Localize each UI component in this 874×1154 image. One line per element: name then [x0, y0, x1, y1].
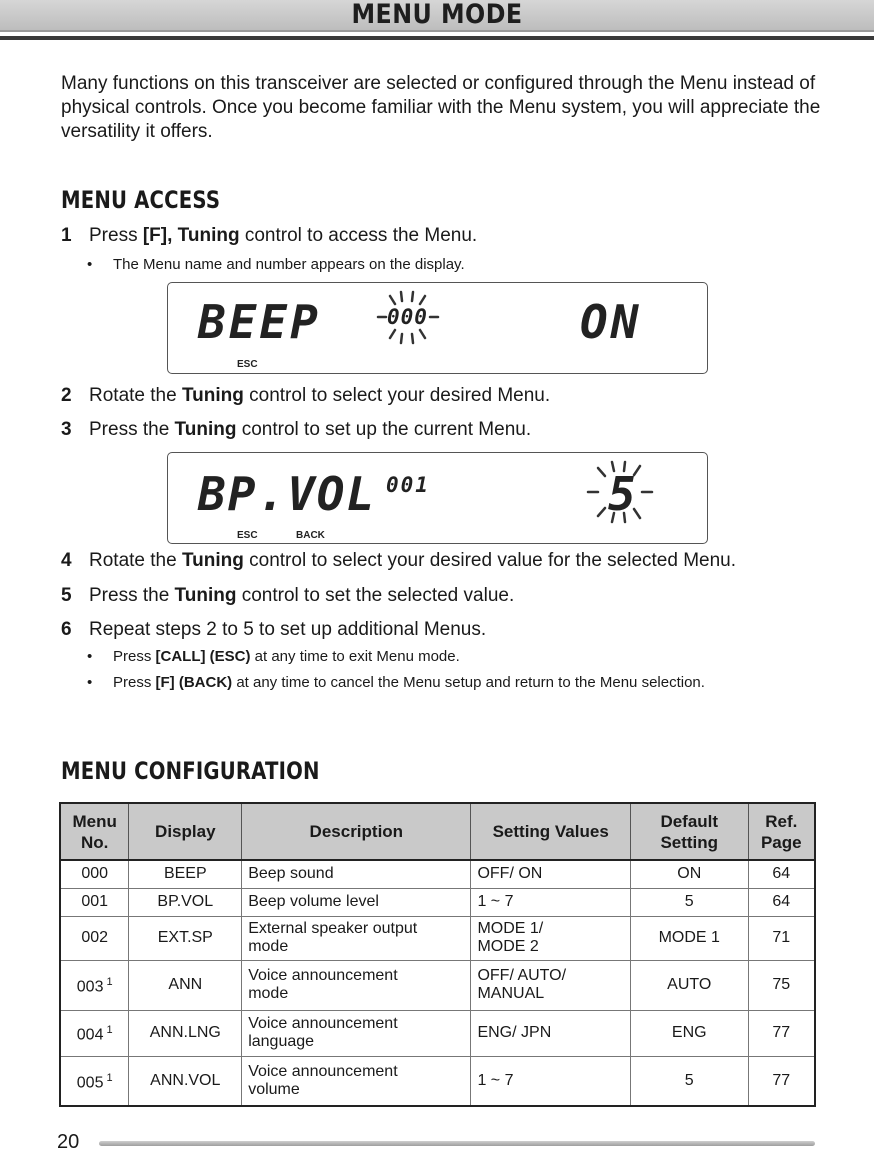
cell-ref-page: 64 [748, 860, 815, 888]
lcd-menu-name: BP.VOL [198, 467, 377, 521]
cell-default-setting: AUTO [630, 960, 748, 1010]
col-default-setting: Default Setting [630, 803, 748, 860]
menu-access-heading: MENU ACCESS [61, 186, 221, 214]
table-header-row [60, 803, 815, 860]
lcd-esc-label: ESC [237, 530, 258, 541]
cell-description: Beep sound [242, 860, 471, 888]
cell-ref-page: 71 [748, 916, 815, 960]
step-text: control to set up the current Menu. [236, 419, 532, 440]
cell-default-setting: ENG [630, 1010, 748, 1056]
cell-default-setting: ON [630, 860, 748, 888]
step-text: control to select your desired Menu. [243, 385, 551, 406]
cell-description: External speaker output mode [242, 916, 471, 960]
bullet-text: Press [113, 648, 156, 665]
cell-description: Beep volume level [242, 888, 471, 916]
bullet-text: at any time to cancel the Menu setup and return to the Menu selection. [232, 674, 705, 691]
cell-display: EXT.SP [129, 916, 242, 960]
cell-ref-page: 64 [748, 888, 815, 916]
table-row [60, 916, 815, 960]
cell-setting-values: OFF/ AUTO/ MANUAL [471, 960, 630, 1010]
col-description: Description [242, 803, 471, 860]
lcd-menu-number: 001 [386, 473, 430, 497]
page-title: MENU MODE [351, 0, 523, 30]
menu-configuration-table [59, 802, 816, 1107]
cell-menu-no: 000 [60, 860, 129, 888]
cell-display: BEEP [129, 860, 242, 888]
cell-default-setting: 5 [630, 888, 748, 916]
cell-ref-page: 77 [748, 1010, 815, 1056]
bullet-text: Press [113, 674, 156, 691]
col-setting-values: Setting Values [471, 803, 630, 860]
table-row [60, 1010, 815, 1056]
step-text: Rotate the [89, 550, 182, 571]
col-menu-no: Menu No. [60, 803, 129, 860]
step-number: 6 [61, 619, 72, 640]
lcd-menu-number: 000 [387, 305, 428, 329]
step-number: 3 [61, 419, 72, 440]
lcd-display-bpvol [167, 452, 708, 544]
cell-description: Voice announcement mode [242, 960, 471, 1010]
step-bold: Tuning [181, 385, 244, 406]
step-text: Press [89, 225, 143, 246]
step-text: control to access the Menu. [239, 225, 478, 246]
cell-menu-no: 003 $^1$ [60, 960, 129, 1010]
bullet-dot: • [87, 648, 93, 665]
menu-configuration-heading: MENU CONFIGURATION [61, 757, 320, 785]
bullet-text: at any time to exit Menu mode. [250, 648, 460, 665]
cell-menu-no: 004 $^1$ [60, 1010, 129, 1056]
cell-ref-page: 77 [748, 1056, 815, 1106]
cell-setting-values: OFF/ ON [471, 860, 630, 888]
step-number: 4 [61, 550, 72, 571]
bullet-text: The Menu name and number appears on the display. [113, 256, 465, 273]
cell-setting-values: 1 ~ 7 [471, 1056, 630, 1106]
lcd-menu-value: ON [580, 295, 642, 349]
cell-display: ANN.VOL [129, 1056, 242, 1106]
step-bold: [F], Tuning [142, 225, 240, 246]
step-number: 1 [61, 225, 72, 246]
col-display: Display [129, 803, 242, 860]
cell-setting-values: MODE 1/ MODE 2 [471, 916, 630, 960]
bullet-dot: • [87, 674, 93, 691]
step-text: Press the [89, 419, 175, 440]
bullet-bold: [CALL] (ESC) [155, 648, 251, 665]
bullet-dot: • [87, 256, 93, 273]
col-ref-page: Ref. Page [748, 803, 815, 860]
cell-display: BP.VOL [129, 888, 242, 916]
table-row [60, 1056, 815, 1106]
step-number: 5 [61, 585, 72, 606]
footer-rule [99, 1141, 815, 1146]
table-row [60, 860, 815, 888]
cell-ref-page: 75 [748, 960, 815, 1010]
cell-setting-values: 1 ~ 7 [471, 888, 630, 916]
step-text: Press the [89, 585, 175, 606]
cell-display: ANN [129, 960, 242, 1010]
cell-menu-no: 005 $^1$ [60, 1056, 129, 1106]
cell-default-setting: MODE 1 [630, 916, 748, 960]
cell-display: ANN.LNG [129, 1010, 242, 1056]
cell-description: Voice announcement language [242, 1010, 471, 1056]
step-text: Repeat steps 2 to 5 to set up additional Menus. [89, 619, 487, 640]
lcd-menu-name: BEEP [198, 295, 321, 349]
lcd-display-beep [167, 282, 708, 374]
page-number: 20 [57, 1131, 80, 1153]
step-bold: Tuning [174, 585, 237, 606]
lcd-menu-value: 5 [608, 467, 636, 521]
title-rule [0, 36, 874, 40]
step-bold: Tuning [174, 419, 237, 440]
table-row [60, 888, 815, 916]
step-text: Rotate the [89, 385, 182, 406]
step-number: 2 [61, 385, 72, 406]
bullet-bold: [F] (BACK) [155, 674, 233, 691]
lcd-esc-label: ESC [237, 359, 258, 370]
cell-description: Voice announcement volume [242, 1056, 471, 1106]
table-row [60, 960, 815, 1010]
lcd-back-label: BACK [296, 530, 325, 541]
cell-menu-no: 001 [60, 888, 129, 916]
step-text: control to select your desired value for the selected Menu. [243, 550, 737, 571]
cell-default-setting: 5 [630, 1056, 748, 1106]
cell-menu-no: 002 [60, 916, 129, 960]
step-bold: Tuning [181, 550, 244, 571]
step-text: control to set the selected value. [236, 585, 515, 606]
intro-paragraph: Many functions on this transceiver are selected or configured through the Menu instead of physical controls. Once you become familiar with the Menu system, you will appreciate the versatility it offers. [61, 73, 821, 142]
cell-setting-values: ENG/ JPN [471, 1010, 630, 1056]
